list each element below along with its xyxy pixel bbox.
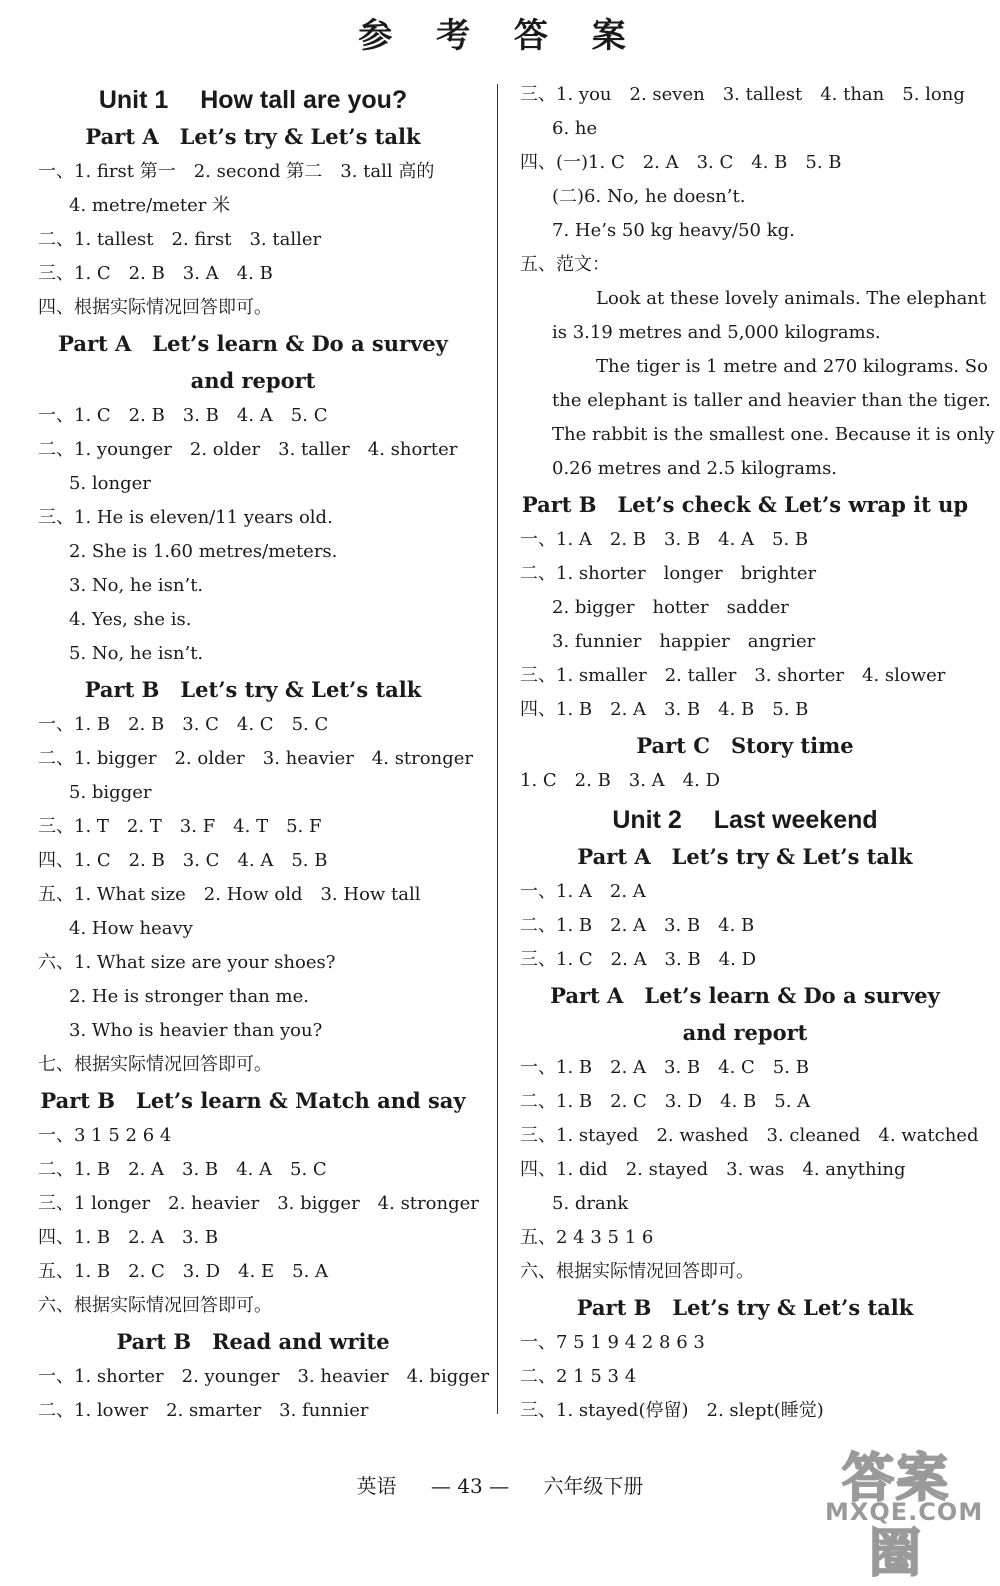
answer-line: 一、1. C 2. B 3. B 4. A 5. C (38, 405, 328, 426)
answer-line: 一、1. shorter 2. younger 3. heavier 4. bigger (38, 1366, 490, 1387)
answer-line: 七、根据实际情况回答即可。 (38, 1054, 272, 1075)
answer-line: 5. drank (552, 1193, 629, 1214)
section-heading: Part B Let’s try & Let’s talk (84, 677, 422, 702)
answer-line: 4. How heavy (69, 918, 193, 939)
answer-line: 二、1. B 2. C 3. D 4. B 5. A (520, 1091, 811, 1112)
section-heading: Part B Read and write (116, 1329, 390, 1354)
section-heading: Part A Let’s learn & Do a survey (58, 331, 448, 356)
footer-grade: 六年级下册 (543, 1474, 644, 1498)
answer-line: 二、1. B 2. A 3. B 4. B (520, 915, 755, 936)
answer-line: 三、1. C 2. B 3. A 4. B (38, 263, 273, 284)
answer-line: 一、7 5 1 9 4 2 8 6 3 (520, 1332, 705, 1353)
answer-line: 3. No, he isn’t. (69, 575, 204, 596)
section-heading: Part A Let’s try & Let’s talk (577, 844, 913, 869)
answer-line: 四、1. C 2. B 3. C 4. A 5. B (38, 850, 328, 871)
answer-line: 二、1. tallest 2. first 3. taller (38, 229, 322, 250)
left-column (38, 78, 490, 1428)
section-heading: Part B Let’s learn & Match and say (40, 1088, 466, 1113)
watermark-url: MXQE.COM (825, 1498, 984, 1526)
answer-line: 四、1. B 2. A 3. B (38, 1227, 219, 1248)
answer-line: 4. metre/meter 米 (69, 195, 231, 216)
section-heading: and report (190, 368, 316, 393)
answer-line: 三、1. C 2. A 3. B 4. D (520, 949, 757, 970)
essay-line: Look at these lovely animals. The elephant (596, 288, 987, 309)
answer-line: 二、1. B 2. A 3. B 4. A 5. C (38, 1159, 327, 1180)
footer-subject: 英语 (356, 1474, 397, 1498)
answer-line: 五、范文： (520, 254, 610, 275)
answer-line: 三、1. stayed(停留) 2. slept(睡觉) (520, 1400, 824, 1421)
answer-line: 三、1. you 2. seven 3. tallest 4. than 5. long (520, 84, 965, 105)
answer-line: 一、1. B 2. B 3. C 4. C 5. C (38, 714, 329, 735)
section-heading: Part C Story time (636, 733, 854, 758)
answer-line: is 3.19 metres and 5,000 kilograms. (552, 322, 881, 343)
answer-line: 二、1. younger 2. older 3. taller 4. shorter (38, 439, 458, 460)
section-heading: Part B Let’s try & Let’s talk (576, 1295, 914, 1320)
answer-line: 2. She is 1.60 metres/meters. (69, 541, 338, 562)
answer-line: 2. He is stronger than me. (69, 986, 310, 1007)
answer-line: 3. funnier happier angrier (552, 631, 816, 652)
answer-line: 3. Who is heavier than you? (69, 1020, 323, 1041)
answer-line: 5. bigger (69, 782, 152, 803)
unit-title: Unit 2 Last weekend (612, 806, 878, 834)
section-heading: Part A Let’s learn & Do a survey (550, 983, 940, 1008)
answer-line: 一、1. first 第一 2. second 第二 3. tall 高的 (38, 161, 435, 182)
answer-line: 五、2 4 3 5 1 6 (520, 1227, 654, 1248)
answer-line: 6. he (552, 118, 598, 139)
answer-line: 三、1. He is eleven/11 years old. (38, 507, 333, 528)
unit-title: Unit 1 How tall are you? (98, 86, 408, 114)
answer-line: 六、1. What size are your shoes? (38, 952, 336, 973)
answer-line: 一、1. A 2. B 3. B 4. A 5. B (520, 529, 809, 550)
answer-line: 2. bigger hotter sadder (552, 597, 789, 618)
answer-line: the elephant is taller and heavier than the tiger. (552, 390, 991, 411)
answer-line: 三、1. T 2. T 3. F 4. T 5. F (38, 816, 322, 837)
answer-line: 7. He’s 50 kg heavy/50 kg. (552, 220, 795, 241)
answer-line: 一、3 1 5 2 6 4 (38, 1125, 172, 1146)
answer-line: 四、根据实际情况回答即可。 (38, 297, 272, 318)
column-divider (497, 84, 498, 1414)
answer-line: 二、1. lower 2. smarter 3. funnier (38, 1400, 369, 1421)
answer-line: 二、1. shorter longer brighter (520, 563, 817, 584)
watermark-text: 答案圈 (841, 1449, 950, 1584)
watermark-logo (821, 1432, 986, 1584)
answer-line: 二、2 1 5 3 4 (520, 1366, 637, 1387)
answer-line: 三、1. smaller 2. taller 3. shorter 4. slower (520, 665, 946, 686)
answer-line: 0.26 metres and 2.5 kilograms. (552, 458, 838, 479)
answer-line: 四、1. B 2. A 3. B 4. B 5. B (520, 699, 809, 720)
answer-line: 二、1. bigger 2. older 3. heavier 4. stronger (38, 748, 473, 769)
answer-line: 五、1. What size 2. How old 3. How tall (38, 884, 421, 905)
answer-line: 1. C 2. B 3. A 4. D (520, 770, 721, 791)
answer-line: 一、1. B 2. A 3. B 4. C 5. B (520, 1057, 809, 1078)
answer-line: The rabbit is the smallest one. Because it is only (552, 424, 995, 445)
answer-line: 三、1 longer 2. heavier 3. bigger 4. stronger (38, 1193, 479, 1214)
section-heading: Part A Let’s try & Let’s talk (85, 124, 421, 149)
answer-line: (二)6. No, he doesn’t. (552, 186, 746, 207)
answer-line: 五、1. B 2. C 3. D 4. E 5. A (38, 1261, 329, 1282)
right-column (520, 78, 995, 1428)
section-heading: and report (682, 1020, 808, 1045)
answer-line: 5. No, he isn’t. (69, 643, 204, 664)
page-number: — 43 — (430, 1474, 510, 1498)
answer-line: 4. Yes, she is. (69, 609, 192, 630)
page-title: 参 考 答 案 (358, 16, 642, 56)
answer-line: 三、1. stayed 2. washed 3. cleaned 4. watched (520, 1125, 979, 1146)
essay-line: The tiger is 1 metre and 270 kilograms. So (596, 356, 988, 377)
section-heading: Part B Let’s check & Let’s wrap it up (521, 492, 969, 517)
answer-line: 一、1. A 2. A (520, 881, 646, 902)
answer-line: 六、根据实际情况回答即可。 (520, 1261, 754, 1282)
answer-line: 六、根据实际情况回答即可。 (38, 1295, 272, 1316)
answer-line: 四、1. did 2. stayed 3. was 4. anything (520, 1159, 906, 1180)
answer-line: 5. longer (69, 473, 151, 494)
answer-line: 四、(一)1. C 2. A 3. C 4. B 5. B (520, 152, 842, 173)
